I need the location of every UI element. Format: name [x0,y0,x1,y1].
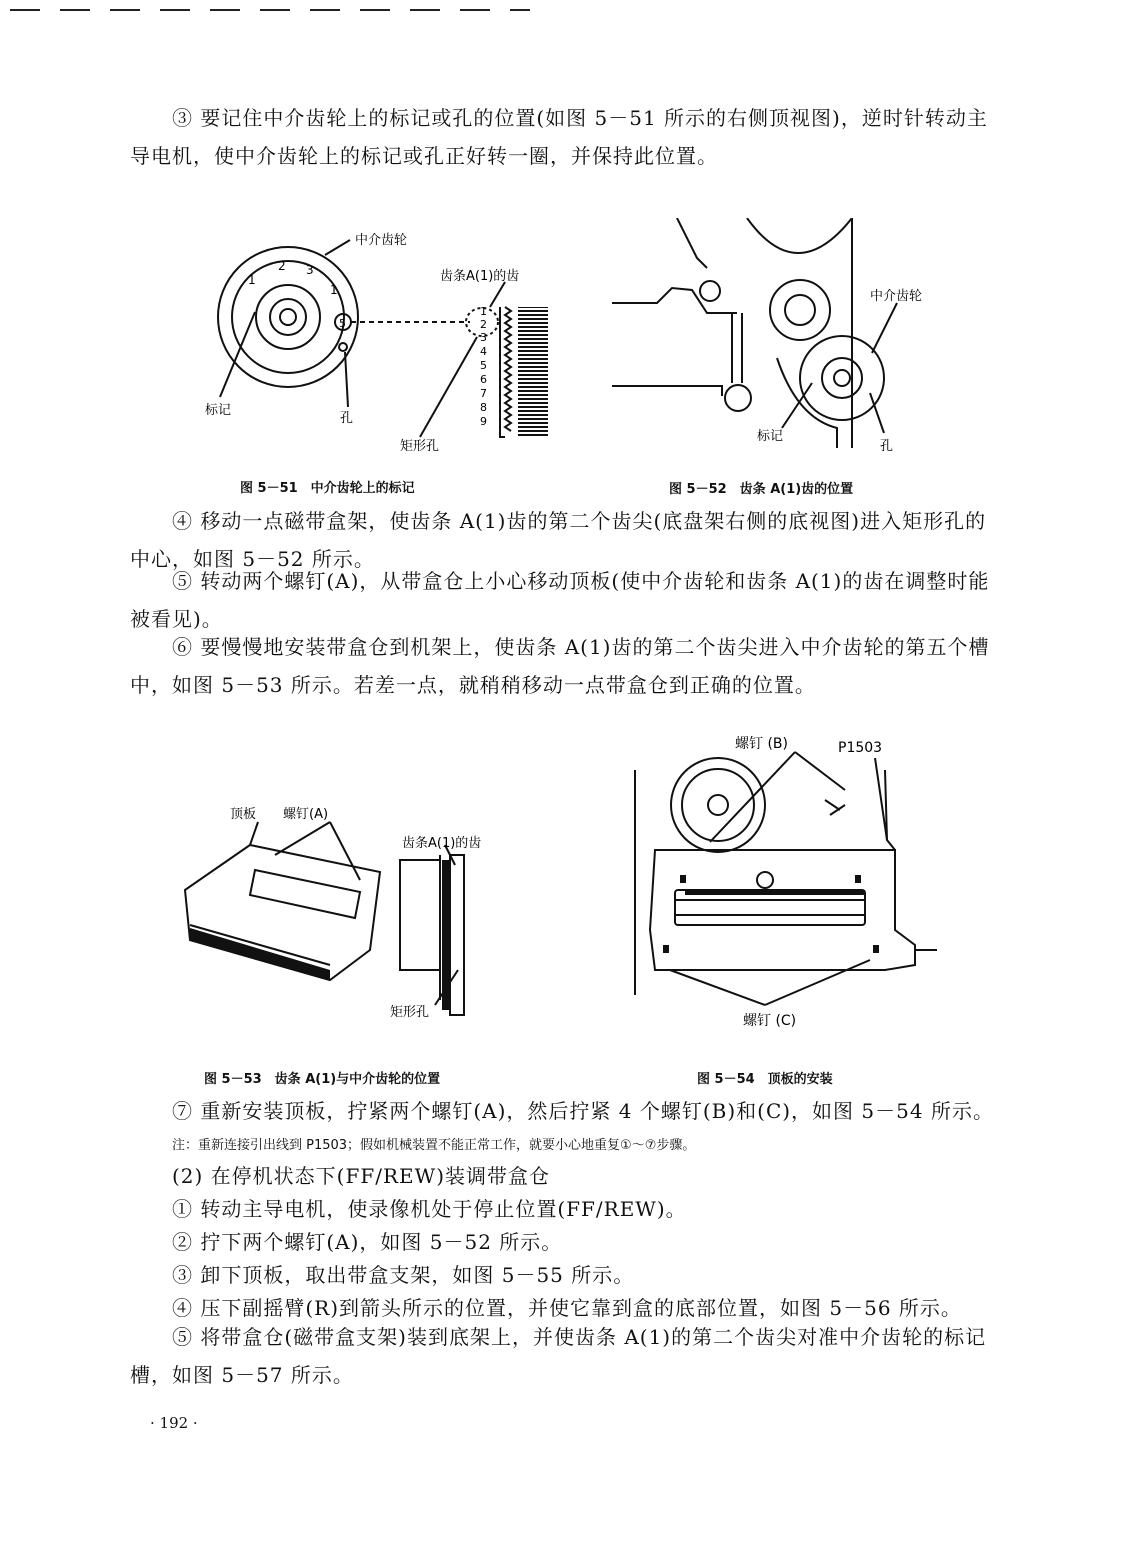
gear-number: 2 [278,259,286,273]
rack-number: 7 [480,387,487,400]
label-top-plate: 顶板 [230,807,257,822]
label-screw-a: 螺钉(A) [283,807,329,822]
label-rack: 齿条A(1)的齿 [440,269,520,284]
label-rect-hole: 矩形孔 [390,1005,430,1020]
label-screw-c: 螺钉 (C) [743,1013,797,1029]
caption-fig-5-54: 图 5－54 顶板的安装 [697,1072,833,1087]
rack-number: 9 [480,415,487,428]
label-rect-hole: 矩形孔 [400,439,440,454]
label-hole: 孔 [880,439,894,454]
rack-number: 2 [480,318,487,331]
rack-number: 1 [480,305,487,318]
note: 注：重新连接引出线到 P1503；假如机械装置不能正常工作，就要小心地重复①～⑦步骤。 [172,1138,696,1153]
section2-step: ① 转动主导电机，使录像机处于停止位置(FF/REW)。 [172,1197,687,1221]
scan-edge-dashes [10,8,530,12]
label-circled-5: 5 [339,317,346,330]
label-connector: P1503 [838,740,883,756]
figure-5-54 [625,730,945,1035]
paragraph-step7: ⑦ 重新安装顶板，拧紧两个螺钉(A)，然后拧紧 4 个螺钉(B)和(C)，如图 5－54 所示。 [172,1099,994,1123]
figure-5-53 [180,800,520,1030]
label-gear: 中介齿轮 [870,289,923,304]
section2-step: ③ 卸下顶板，取出带盒支架，如图 5－55 所示。 [172,1263,635,1287]
rack-number: 3 [480,331,487,344]
gear-number: 3 [306,263,314,277]
rack-number: 6 [480,373,487,386]
paragraph-step6: ⑥ 要慢慢地安装带盒仓到机架上，使齿条 A(1)齿的第二个齿尖进入中介齿轮的第五个槽中，如图 5－53 所示。若差一点，就稍稍移动一点带盒仓到正确的位置。 [130,635,990,697]
label-mark: 标记 [205,403,232,418]
label-hole: 孔 [340,411,354,426]
caption-fig-5-53: 图 5－53 齿条 A(1)与中介齿轮的位置 [204,1072,441,1087]
paragraph-step3: ③ 要记住中介齿轮上的标记或孔的位置(如图 5－51 所示的右侧顶视图)，逆时针转动主导电机，使中介齿轮上的标记或孔正好转一圈，并保持此位置。 [130,106,988,168]
caption-fig-5-51: 图 5－51 中介齿轮上的标记 [240,481,415,496]
section2-step5: ⑤ 将带盒仓(磁带盒支架)装到底架上，并使齿条 A(1)的第二个齿尖对准中介齿轮的标记槽，如图 5－57 所示。 [130,1325,987,1387]
gear-number: 1 [248,273,256,287]
paragraph-step5: ⑤ 转动两个螺钉(A)，从带盒仓上小心移动顶板(使中介齿轮和齿条 A(1)的齿在调整时能被看见)。 [130,569,990,631]
paragraph-step4: ④ 移动一点磁带盒架，使齿条 A(1)齿的第二个齿尖(底盘架右侧的底视图)进入矩形孔的中心，如图 5－52 所示。 [130,509,987,571]
caption-fig-5-52: 图 5－52 齿条 A(1)齿的位置 [669,482,854,497]
rack-number: 5 [480,359,487,372]
section-heading: (2) 在停机状态下(FF/REW)装调带盒仓 [172,1164,550,1188]
section2-step: ② 拧下两个螺钉(A)，如图 5－52 所示。 [172,1230,563,1254]
label-mark: 标记 [757,429,784,444]
label-rack: 齿条A(1)的齿 [402,836,482,851]
label-screw-b: 螺钉 (B) [735,736,788,752]
rack-number: 8 [480,401,487,414]
page-number: · 192 · [150,1414,198,1432]
label-gear: 中介齿轮 [355,233,408,248]
section2-step: ④ 压下副摇臂(R)到箭头所示的位置，并使它靠到盒的底部位置，如图 5－56 所示。 [172,1296,962,1320]
figure-5-51 [200,222,570,457]
rack-number: 4 [480,345,487,358]
gear-number: 1 [330,283,338,297]
figure-5-52 [612,218,952,458]
